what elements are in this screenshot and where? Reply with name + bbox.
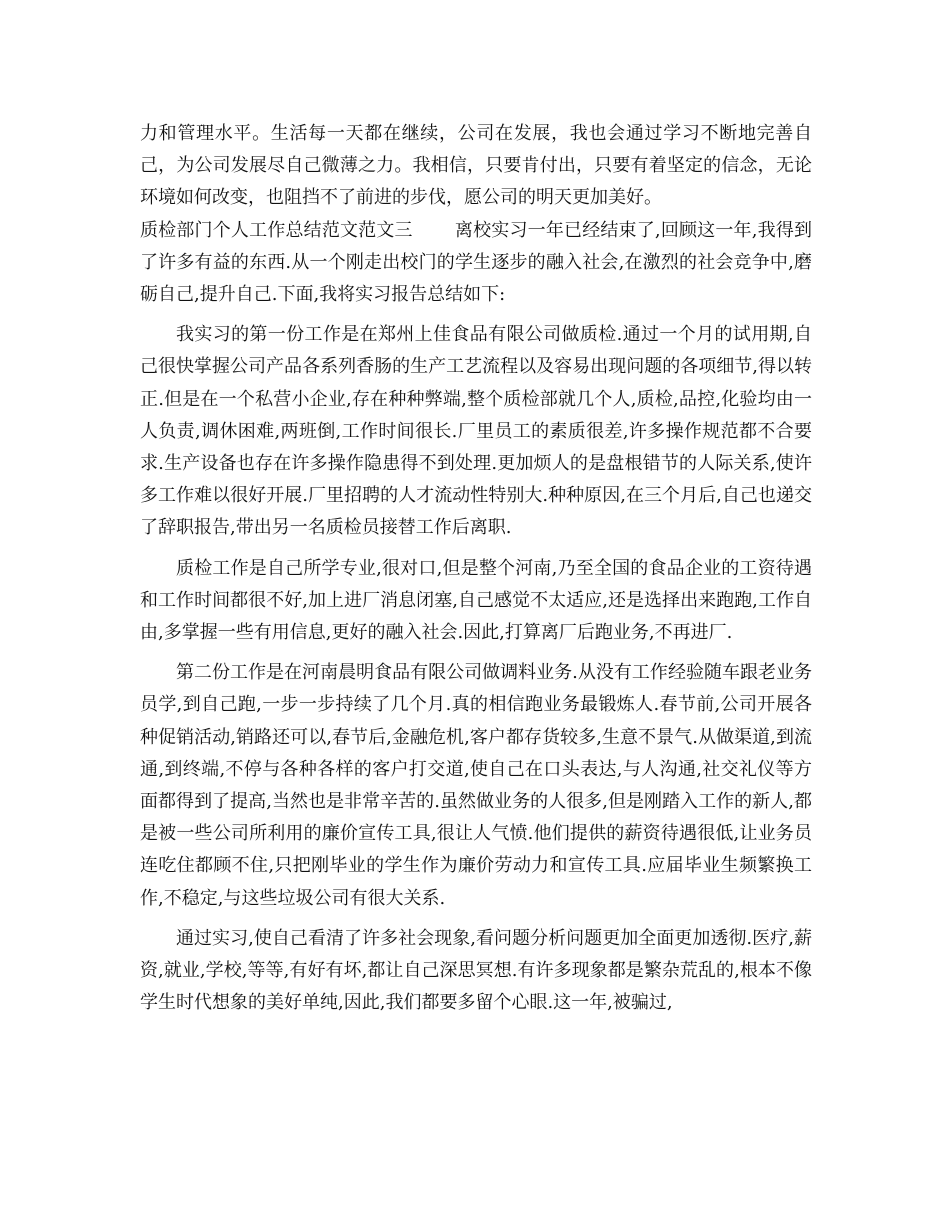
intro-paragraph: 力和管理水平。生活每一天都在继续，公司在发展，我也会通过学习不断地完善自己，为公司发展尽自己微薄之力。我相信，只要肯付出，只要有着坚定的信念，无论环境如何改变，也阻挡不了前进的步伐，愿公司的明天更加美好。 [140, 123, 812, 209]
body-paragraph-2: 质检工作是自己所学专业,很对口,但是整个河南,乃至全国的食品企业的工资待遇和工作时间都很不好,加上进厂消息闭塞,自己感觉不太适应,还是选择出来跑跑,工作自由,多掌握一些有用信息,更好的融入社会.因此,打算离厂后跑业务,不再进厂. [140, 557, 812, 644]
section-intro: 离校实习一年已经结束了,回顾这一年,我得到了许多有益的东西.从一个刚走出校门的学生逐步的融入社会,在激烈的社会竞争中,磨砺自己,提升自己.下面,我将实习报告总结如下: [140, 219, 812, 306]
body-paragraph-4: 通过实习,使自己看清了许多社会现象,看问题分析问题更加全面更加透彻.医疗,薪资,就业,学校,等等,有好有坏,都让自己深思冥想.有许多现象都是繁杂荒乱的,根本不像学生时代想象的美好单纯,因此,我们都要多留个心眼.这一年,被骗过, [140, 927, 812, 1014]
body-paragraph-1: 我实习的第一份工作是在郑州上佳食品有限公司做质检.通过一个月的试用期,自己很快掌握公司产品各系列香肠的生产工艺流程以及容易出现问题的各项细节,得以转正.但是在一个私营小企业,存在种种弊端,整个质检部就几个人,质检,品控,化验均由一人负责,调休困难,两班倒,工作时间很长.厂里员工的素质很差,许多操作规范都不合要求.生产设备也存在许多操作隐患得不到处理.更加烦人的是盘根错节的人际关系,使许多工作难以很好开展.厂里招聘的人才流动性特别大.种种原因,在三个月后,自己也递交了辞职报告,带出另一名质检员接替工作后离职. [140, 324, 812, 539]
document-body [140, 118, 812, 1019]
section-title: 质检部门个人工作总结范文范文三 [140, 219, 413, 241]
section-heading-paragraph [140, 215, 812, 312]
body-paragraph-3: 第二份工作是在河南晨明食品有限公司做调料业务.从没有工作经验随车跟老业务员学,到自己跑,一步一步持续了几个月.真的相信跑业务最锻炼人.春节前,公司开展各种促销活动,销路还可以,春节后,金融危机,客户都存货较多,生意不景气.从做渠道,到流通,到终端,不停与各种各样的客户打交道,使自己在口头表达,与人沟通,社交礼仪等方面都得到了提高,当然也是非常辛苦的.虽然做业务的人很多,但是刚踏入工作的新人,都是被一些公司所利用的廉价宣传工具,很让人气愤.他们提供的薪资待遇很低,让业务员连吃住都顾不住,只把刚毕业的学生作为廉价劳动力和宣传工具.应届毕业生频繁换工作,不稳定,与这些垃圾公司有很大关系. [140, 662, 812, 909]
